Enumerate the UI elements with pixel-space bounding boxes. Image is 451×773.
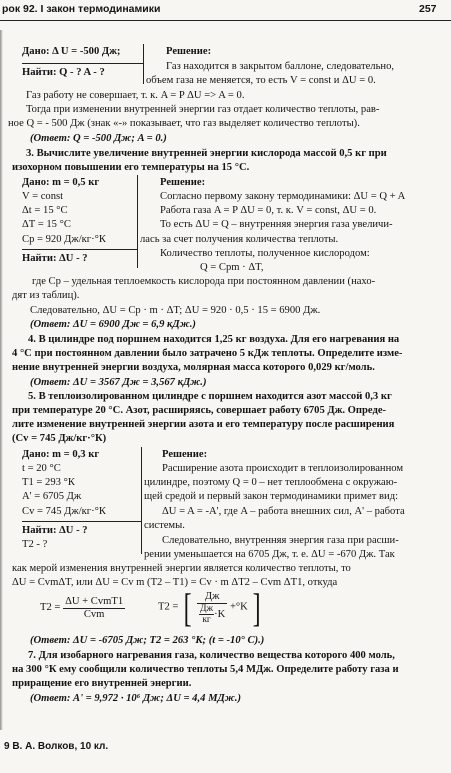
solution-heading: Решение:	[160, 177, 206, 188]
problem-statement: 5. В теплоизолированном цилиндре с поршнем находится азот массой 0,3 кг	[28, 391, 392, 402]
units-inner-fraction	[199, 604, 214, 625]
paragraph-line: Газ работу не совершает, т. к. A = P ΔU => A = 0.	[26, 90, 245, 101]
given-text: Δt = 15 °С	[22, 205, 68, 216]
units-denominator	[197, 604, 227, 625]
solution-text: Расширение азота происходит в теплоизолированном	[162, 463, 404, 474]
units-plus-kelvin: +°K	[229, 601, 248, 613]
given-text: ΔT = 15 °С	[22, 219, 71, 230]
given-text: V = const	[22, 191, 64, 202]
units-inner-denominator: кг	[202, 615, 211, 625]
problem-statement: изохорном повышении его температуры на 15 °С.	[12, 162, 250, 173]
paragraph-line: Следовательно, ΔU = Cр · m · ΔT; ΔU = 920 · 0,5 · 15 = 6900 Дж.	[30, 305, 321, 316]
scan-edge	[0, 30, 3, 730]
lesson-title: рок 92. I закон термодинамики	[2, 3, 161, 15]
solution-heading: Решение:	[166, 46, 212, 57]
solution-text: щей средой и первый закон термодинамики примет вид:	[144, 491, 399, 502]
left-bracket: [	[183, 585, 192, 630]
answer-text: (Ответ: A' = 9,972 · 10⁶ Дж; ΔU = 4,4 МДж.)	[30, 693, 241, 704]
given-divider	[137, 175, 138, 268]
solution-text: Работа газа A = P ΔU = 0, т. к. V = const, ΔU = 0.	[160, 205, 377, 216]
paragraph-line: дят из таблиц).	[12, 290, 80, 301]
units-numerator: Дж	[197, 591, 227, 604]
page-number: 257	[419, 3, 437, 15]
given-rule	[22, 249, 138, 250]
paragraph-line: как мерой изменения внутренней энергии является количество теплоты, то	[12, 563, 351, 574]
formula-numerator: ΔU + CvmT1	[65, 596, 124, 607]
formula-fraction	[63, 596, 125, 621]
solution-text: Согласно первому закону термодинамики: ΔU = Q + A	[160, 191, 406, 202]
paragraph-line: ΔU = CvmΔT, или ΔU = Cv m (T2 – T1) = Cv · m ΔT2 – Cvm ΔT1, откуда	[12, 577, 338, 588]
given-rule	[22, 521, 142, 522]
problem-statement: 4 °С при постоянном давлении было затрачено 5 кДж теплоты. Определите изме-	[12, 348, 403, 359]
given-text: Cv = 745 Дж/кг·°К	[22, 506, 106, 517]
problem-statement: лите изменение внутренней энергии азота и его температуру после расширения	[12, 419, 395, 430]
header-rule	[0, 20, 451, 21]
find-text: Найти: ΔU - ?	[22, 253, 88, 264]
given-text: A' = 6705 Дж	[22, 491, 82, 502]
answer-text: (Ответ: ΔU = -6705 Дж; T2 = 263 °К; (t = -10° С).)	[30, 635, 265, 646]
units-inner-numerator: Дж	[200, 604, 214, 614]
problem-statement: при температуре 20 °С. Азот, расширяясь, совершает работу 6705 Дж. Опреде-	[12, 405, 387, 416]
solution-text: Газ находится в закрытом баллоне, следовательно,	[166, 61, 395, 72]
formula-denominator: Cvm	[83, 609, 105, 620]
formula: Q = Cрm · ΔT,	[200, 262, 264, 273]
solution-text: Следовательно, внутренняя энергия газа при расши-	[162, 535, 399, 546]
temperature-formula	[40, 596, 125, 621]
units-formula	[158, 585, 264, 630]
problem-statement: на 300 °К ему сообщили количество теплоты 5,4 МДж. Определите работу газа и	[12, 664, 399, 675]
units-lhs: T2 =	[158, 601, 179, 613]
given-text: t = 20 °С	[22, 463, 61, 474]
units-kelvin: ·K	[214, 608, 226, 620]
given-text: T1 = 293 °К	[22, 477, 75, 488]
answer-text: (Ответ: Q = -500 Дж; A = 0.)	[30, 133, 167, 144]
given-text: Дано: Δ U = -500 Дж;	[22, 46, 121, 57]
given-text: Дано: m = 0,5 кг	[22, 177, 100, 188]
answer-text: (Ответ: ΔU = 3567 Дж = 3,567 кДж.)	[30, 377, 207, 388]
problem-statement: приращение его внутренней энергии.	[12, 678, 192, 689]
problem-statement: нение внутренней энергии воздуха, молярная масса которого 0,029 кг/моль.	[12, 362, 375, 373]
right-bracket: ]	[253, 585, 262, 630]
solution-text: цилиндре, поэтому Q = 0 – нет теплообмена с окружаю-	[144, 477, 398, 488]
solution-text: объем газа не меняется, то есть V = const и ΔU = 0.	[146, 75, 376, 86]
solution-text: Количество теплоты, полученное кислородом:	[160, 248, 370, 259]
find-text: Найти: Q - ? A - ?	[22, 67, 105, 78]
given-text: Дано: m = 0,3 кг	[22, 449, 100, 460]
solution-text: системы.	[144, 520, 185, 531]
solution-text: То есть ΔU = Q – внутренняя энергия газа увеличи-	[160, 219, 393, 230]
problem-statement: 4. В цилиндре под поршнем находится 1,25 кг воздуха. Для его нагревания на	[28, 334, 400, 345]
given-text: Cр = 920 Дж/кг·°К	[22, 234, 106, 245]
answer-text: (Ответ: ΔU = 6900 Дж = 6,9 кДж.)	[30, 319, 196, 330]
given-divider	[141, 447, 142, 554]
problem-statement: 3. Вычислите увеличение внутренней энергии кислорода массой 0,5 кг при	[26, 148, 387, 159]
paragraph-line: Тогда при изменении внутренней энергии газ отдает количество теплоты, рав-	[26, 104, 380, 115]
find-text: T2 - ?	[22, 539, 48, 550]
footer-text: 9 В. А. Волков, 10 кл.	[4, 741, 109, 752]
solution-text: рении уменьшается на 6705 Дж, т. е. ΔU = -670 Дж. Так	[144, 549, 395, 560]
problem-statement: (Cv = 745 Дж/кг·°К)	[12, 433, 107, 444]
paragraph-line: где Cр – удельная теплоемкость кислорода при постоянном давлении (нахо-	[32, 276, 376, 287]
solution-text: ΔU = A = -A', где A – работа внешних сил, A' – работа	[162, 506, 405, 517]
units-fraction	[197, 591, 227, 625]
paragraph-line: ное Q = - 500 Дж (знак «-» показывает, что газ выделяет количество теплоты).	[8, 118, 360, 129]
find-text: Найти: ΔU - ?	[22, 525, 88, 536]
solution-heading: Решение:	[162, 449, 208, 460]
given-rule	[22, 63, 144, 64]
problem-statement: 7. Для изобарного нагревания газа, количество вещества которого 400 моль,	[28, 650, 395, 661]
formula-lhs: T2 =	[40, 602, 61, 614]
solution-text: лась за счет получения количества теплоты.	[140, 234, 339, 245]
